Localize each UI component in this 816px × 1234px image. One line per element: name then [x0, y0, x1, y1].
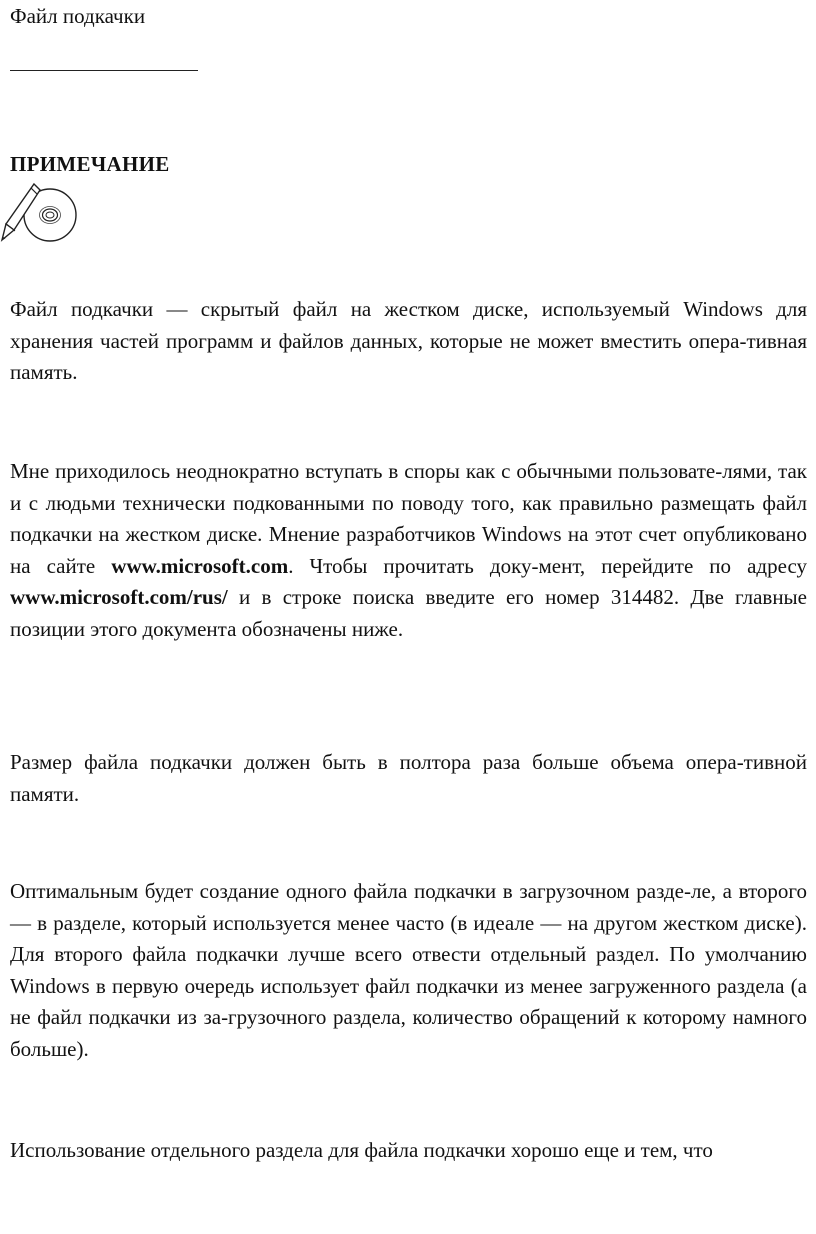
pencil-cd-icon — [0, 180, 84, 246]
paragraph-size-rule: Размер файла подкачки должен быть в полтора раза больше объема опера-тивной памяти. — [10, 750, 807, 806]
footnote-divider — [10, 70, 198, 71]
paragraph-text: . Чтобы прочитать доку-мент, перейдите по адресу — [288, 553, 807, 578]
section-heading: Файл подкачки — [10, 4, 146, 28]
paragraph-separate-partition: Использование отдельного раздела для файла подкачки хорошо еще и тем, что — [10, 1138, 713, 1162]
rus-link: www.microsoft.com/rus/ — [10, 585, 228, 609]
paragraph-text: Мне приходилось неоднократно вступать в споры как с обычными пользовате-лями, так и с людьми технически подкованными по поводу того, как правильно размещать файл подкачки на жестком диске. Мнение разработчиков Windows на этот счет опубликовано на сайте — [10, 459, 807, 578]
paragraph-definition: Файл подкачки — скрытый файл на жестком диске, используемый Windows для хранения частей программ и файлов данных, которые не может вместить опера-тивная память. — [10, 297, 807, 384]
paragraph-placement-rule: Оптимальным будет создание одного файла подкачки в загрузочном разде-ле, а второго — в разделе, который используется менее часто (в идеале — на другом жестком диске). Для второго файла подкачки лучше всего отвести отдельный раздел. По умолчанию Windows в первую очередь использует файл подкачки из менее загруженного раздела (а не файл подкачки из за-грузочного раздела, количество обращений к которому намного больше). — [10, 879, 807, 1061]
document-page — [10, 0, 816, 1234]
note-title: ПРИМЕЧАНИЕ — [10, 152, 170, 176]
paragraph-text: и в строке поиска введите его номер 314482. Две главные позиции этого документа обозначены ниже. — [10, 585, 807, 641]
site-link: www.microsoft.com — [111, 553, 289, 578]
paragraph-discussion — [10, 456, 807, 645]
